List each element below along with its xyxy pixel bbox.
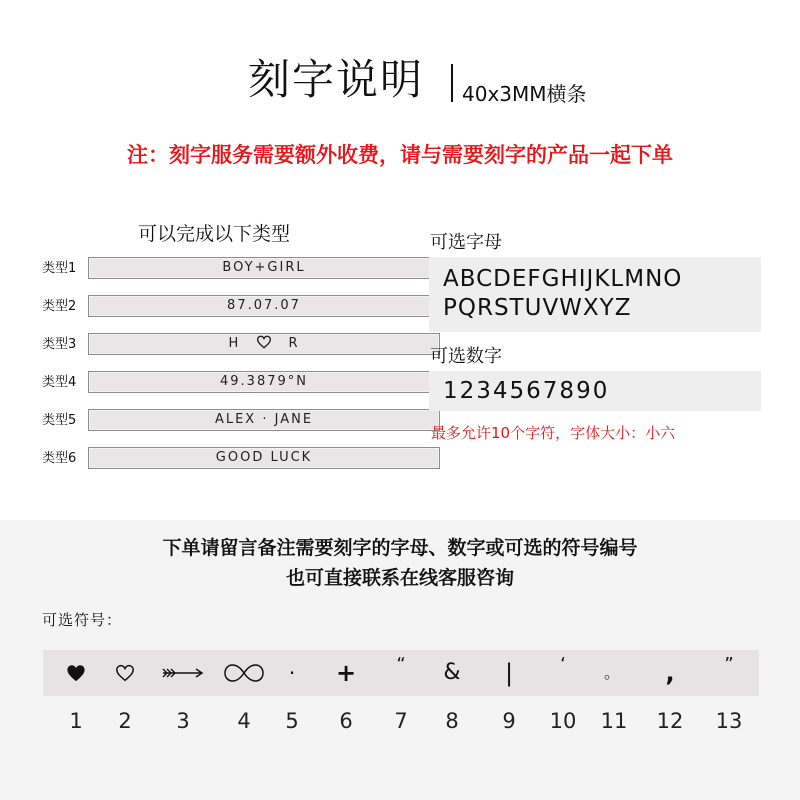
type-row-5	[42, 409, 402, 433]
symbol-number: 8	[445, 709, 459, 733]
symbol-11	[604, 650, 620, 696]
symbol-glyph: 。	[603, 663, 621, 682]
type-label: 类型6	[42, 451, 77, 466]
order-instruction-line-1: 下单请留言备注需要刻字的字母、数字或可选的符号编号	[162, 537, 638, 559]
symbol-number: 4	[237, 709, 251, 733]
symbol-number: 7	[394, 709, 408, 733]
symbol-number: 12	[656, 709, 684, 733]
symbol-glyph: +	[335, 659, 357, 687]
type-label: 类型2	[42, 299, 77, 314]
infinity-icon	[223, 663, 265, 683]
symbol-10	[560, 650, 566, 696]
type-label: 类型3	[42, 337, 77, 352]
symbol-glyph: “	[396, 654, 406, 675]
symbol-number: 11	[600, 709, 628, 733]
type-row-6	[42, 447, 402, 471]
symbol-12	[665, 650, 674, 696]
symbol-13	[724, 650, 733, 696]
type-label: 类型5	[42, 413, 77, 428]
letters-heading: 可选字母	[430, 232, 502, 253]
symbol-glyph: ”	[724, 654, 734, 675]
symbol-4	[223, 650, 265, 696]
symbol-glyph: |	[504, 659, 514, 687]
type-example-right: R	[288, 336, 300, 351]
symbol-2	[115, 650, 135, 696]
arrow-icon	[161, 666, 205, 680]
letters-line-1: ABCDEFGHIJKLMNO	[443, 266, 683, 292]
symbol-6	[336, 650, 356, 696]
symbol-number: 5	[285, 709, 299, 733]
service-fee-notice: 注：刻字服务需要额外收费，请与需要刻字的产品一起下单	[127, 143, 673, 167]
heart-outline-icon	[256, 335, 272, 349]
symbol-8	[443, 650, 460, 696]
type-row-4	[42, 371, 402, 395]
symbol-number: 1	[69, 709, 83, 733]
type-example-box: ALEX · JANE	[88, 409, 440, 431]
letters-line-2: PQRSTUVWXYZ	[443, 295, 632, 321]
symbol-3	[161, 650, 205, 696]
type-row-2	[42, 295, 402, 319]
symbol-number: 10	[549, 709, 577, 733]
letters-panel	[429, 257, 761, 332]
type-example-box	[88, 333, 440, 355]
type-label: 类型1	[42, 261, 77, 276]
type-example-left: H	[228, 336, 241, 351]
symbol-bar	[43, 650, 759, 696]
types-heading: 可以完成以下类型	[138, 223, 291, 245]
symbol-1	[66, 650, 86, 696]
type-example-box: BOY+GIRL	[88, 257, 440, 279]
symbol-number: 6	[339, 709, 353, 733]
page-subtitle: 40x3MM横条	[462, 82, 587, 106]
type-label: 类型4	[42, 375, 77, 390]
symbol-glyph: ·	[288, 661, 296, 685]
order-instruction-line-2: 也可直接联系在线客服咨询	[285, 567, 514, 589]
heart-outline-icon	[115, 664, 135, 682]
symbol-7	[396, 650, 405, 696]
type-row-3	[42, 333, 402, 357]
page-title: 刻字说明	[248, 55, 425, 104]
digits-value: 1234567890	[443, 378, 610, 404]
symbol-number: 2	[118, 709, 132, 733]
symbol-glyph: ,	[665, 659, 675, 687]
type-example-box: GOOD LUCK	[88, 447, 440, 469]
type-example-box: 49.3879°N	[88, 371, 440, 393]
heart-filled-icon	[66, 664, 86, 682]
digits-panel	[429, 371, 761, 411]
digits-heading: 可选数字	[430, 346, 502, 367]
symbol-glyph: ‘	[560, 654, 566, 675]
type-row-1	[42, 257, 402, 281]
symbol-number: 3	[176, 709, 190, 733]
symbol-glyph: &	[443, 660, 461, 685]
title-divider	[451, 64, 453, 102]
type-example-box: 87.07.07	[88, 295, 440, 317]
symbol-number: 9	[502, 709, 516, 733]
symbols-label: 可选符号：	[42, 611, 123, 629]
character-limit-note: 最多允许10个字符，字体大小：小六	[431, 424, 676, 442]
symbol-9	[505, 650, 513, 696]
symbol-number: 13	[715, 709, 743, 733]
symbol-5	[289, 650, 295, 696]
